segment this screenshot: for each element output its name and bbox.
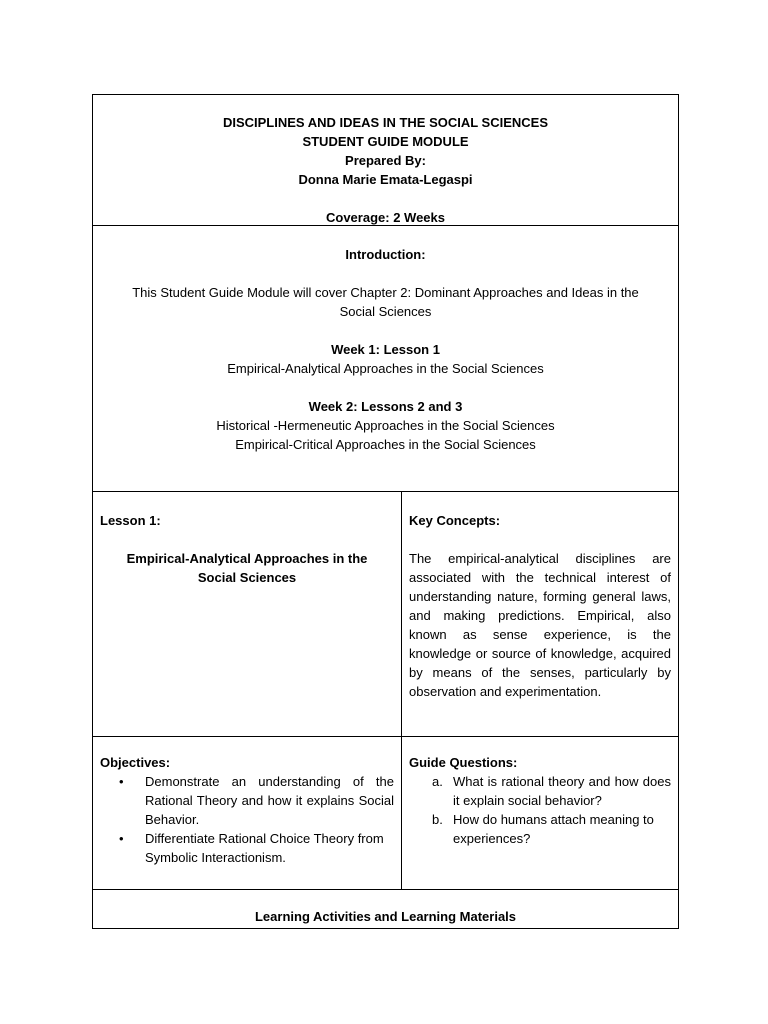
guide-questions-cell	[402, 737, 678, 889]
module-header	[93, 95, 678, 226]
question-marker: b.	[432, 812, 443, 827]
objectives-heading: Objectives:	[100, 755, 171, 770]
introduction-text: This Student Guide Module will cover Chapter 2: Dominant Approaches and Ideas in the Social Sciences	[132, 285, 639, 319]
objectives-list	[100, 772, 394, 867]
key-concepts-cell	[402, 492, 678, 736]
coverage-text: Coverage: 2 Weeks	[326, 210, 445, 225]
week1-lesson: Empirical-Analytical Approaches in the Social Sciences	[227, 361, 544, 376]
prepared-by-label: Prepared By:	[345, 153, 426, 168]
week2-lesson-2: Historical -Hermeneutic Approaches in the Social Sciences	[216, 418, 555, 433]
author-name: Donna Marie Emata-Legaspi	[298, 172, 473, 187]
objective-item: • Demonstrate an understanding of the Rational Theory and how it explains Social Behavior.	[145, 772, 394, 829]
learning-activities-heading: Learning Activities and Learning Materials	[254, 909, 517, 924]
lesson-row	[93, 492, 678, 737]
week2-heading: Week 2: Lessons 2 and 3	[308, 399, 463, 414]
guide-questions-heading: Guide Questions:	[409, 755, 518, 770]
question-marker: a.	[432, 774, 443, 789]
key-concepts-text: The empirical-analytical disciplines are associated with the technical interest of understanding nature, forming general laws, and making predictions. Empirical, also known as sense experience, is the knowledge or source of knowledge, acquired by means of the senses, particularly by observation and experimentation.	[409, 551, 671, 699]
lesson-title: Empirical-Analytical Approaches in the Social Sciences	[126, 551, 368, 585]
guide-questions-list	[409, 772, 671, 848]
lesson-cell	[93, 492, 402, 736]
objectives-row	[93, 737, 678, 890]
learning-activities-row	[93, 890, 678, 928]
introduction-heading: Introduction:	[345, 247, 426, 262]
guide-question-item	[432, 810, 671, 848]
lesson-label: Lesson 1:	[100, 513, 161, 528]
key-concepts-heading: Key Concepts:	[409, 513, 501, 528]
module-title: DISCIPLINES AND IDEAS IN THE SOCIAL SCIENCES	[222, 115, 549, 130]
objectives-cell	[93, 737, 402, 889]
module-subtitle: STUDENT GUIDE MODULE	[302, 134, 469, 149]
week2-lesson-3: Empirical-Critical Approaches in the Social Sciences	[235, 437, 536, 452]
objective-item: • Differentiate Rational Choice Theory from Symbolic Interactionism.	[145, 829, 394, 867]
guide-question-item	[432, 772, 671, 810]
introduction-section	[93, 226, 678, 492]
question-text: How do humans attach meaning to experiences?	[453, 812, 654, 846]
question-text: What is rational theory and how does it explain social behavior?	[453, 774, 671, 808]
week1-heading: Week 1: Lesson 1	[331, 342, 440, 357]
module-table	[92, 94, 679, 929]
